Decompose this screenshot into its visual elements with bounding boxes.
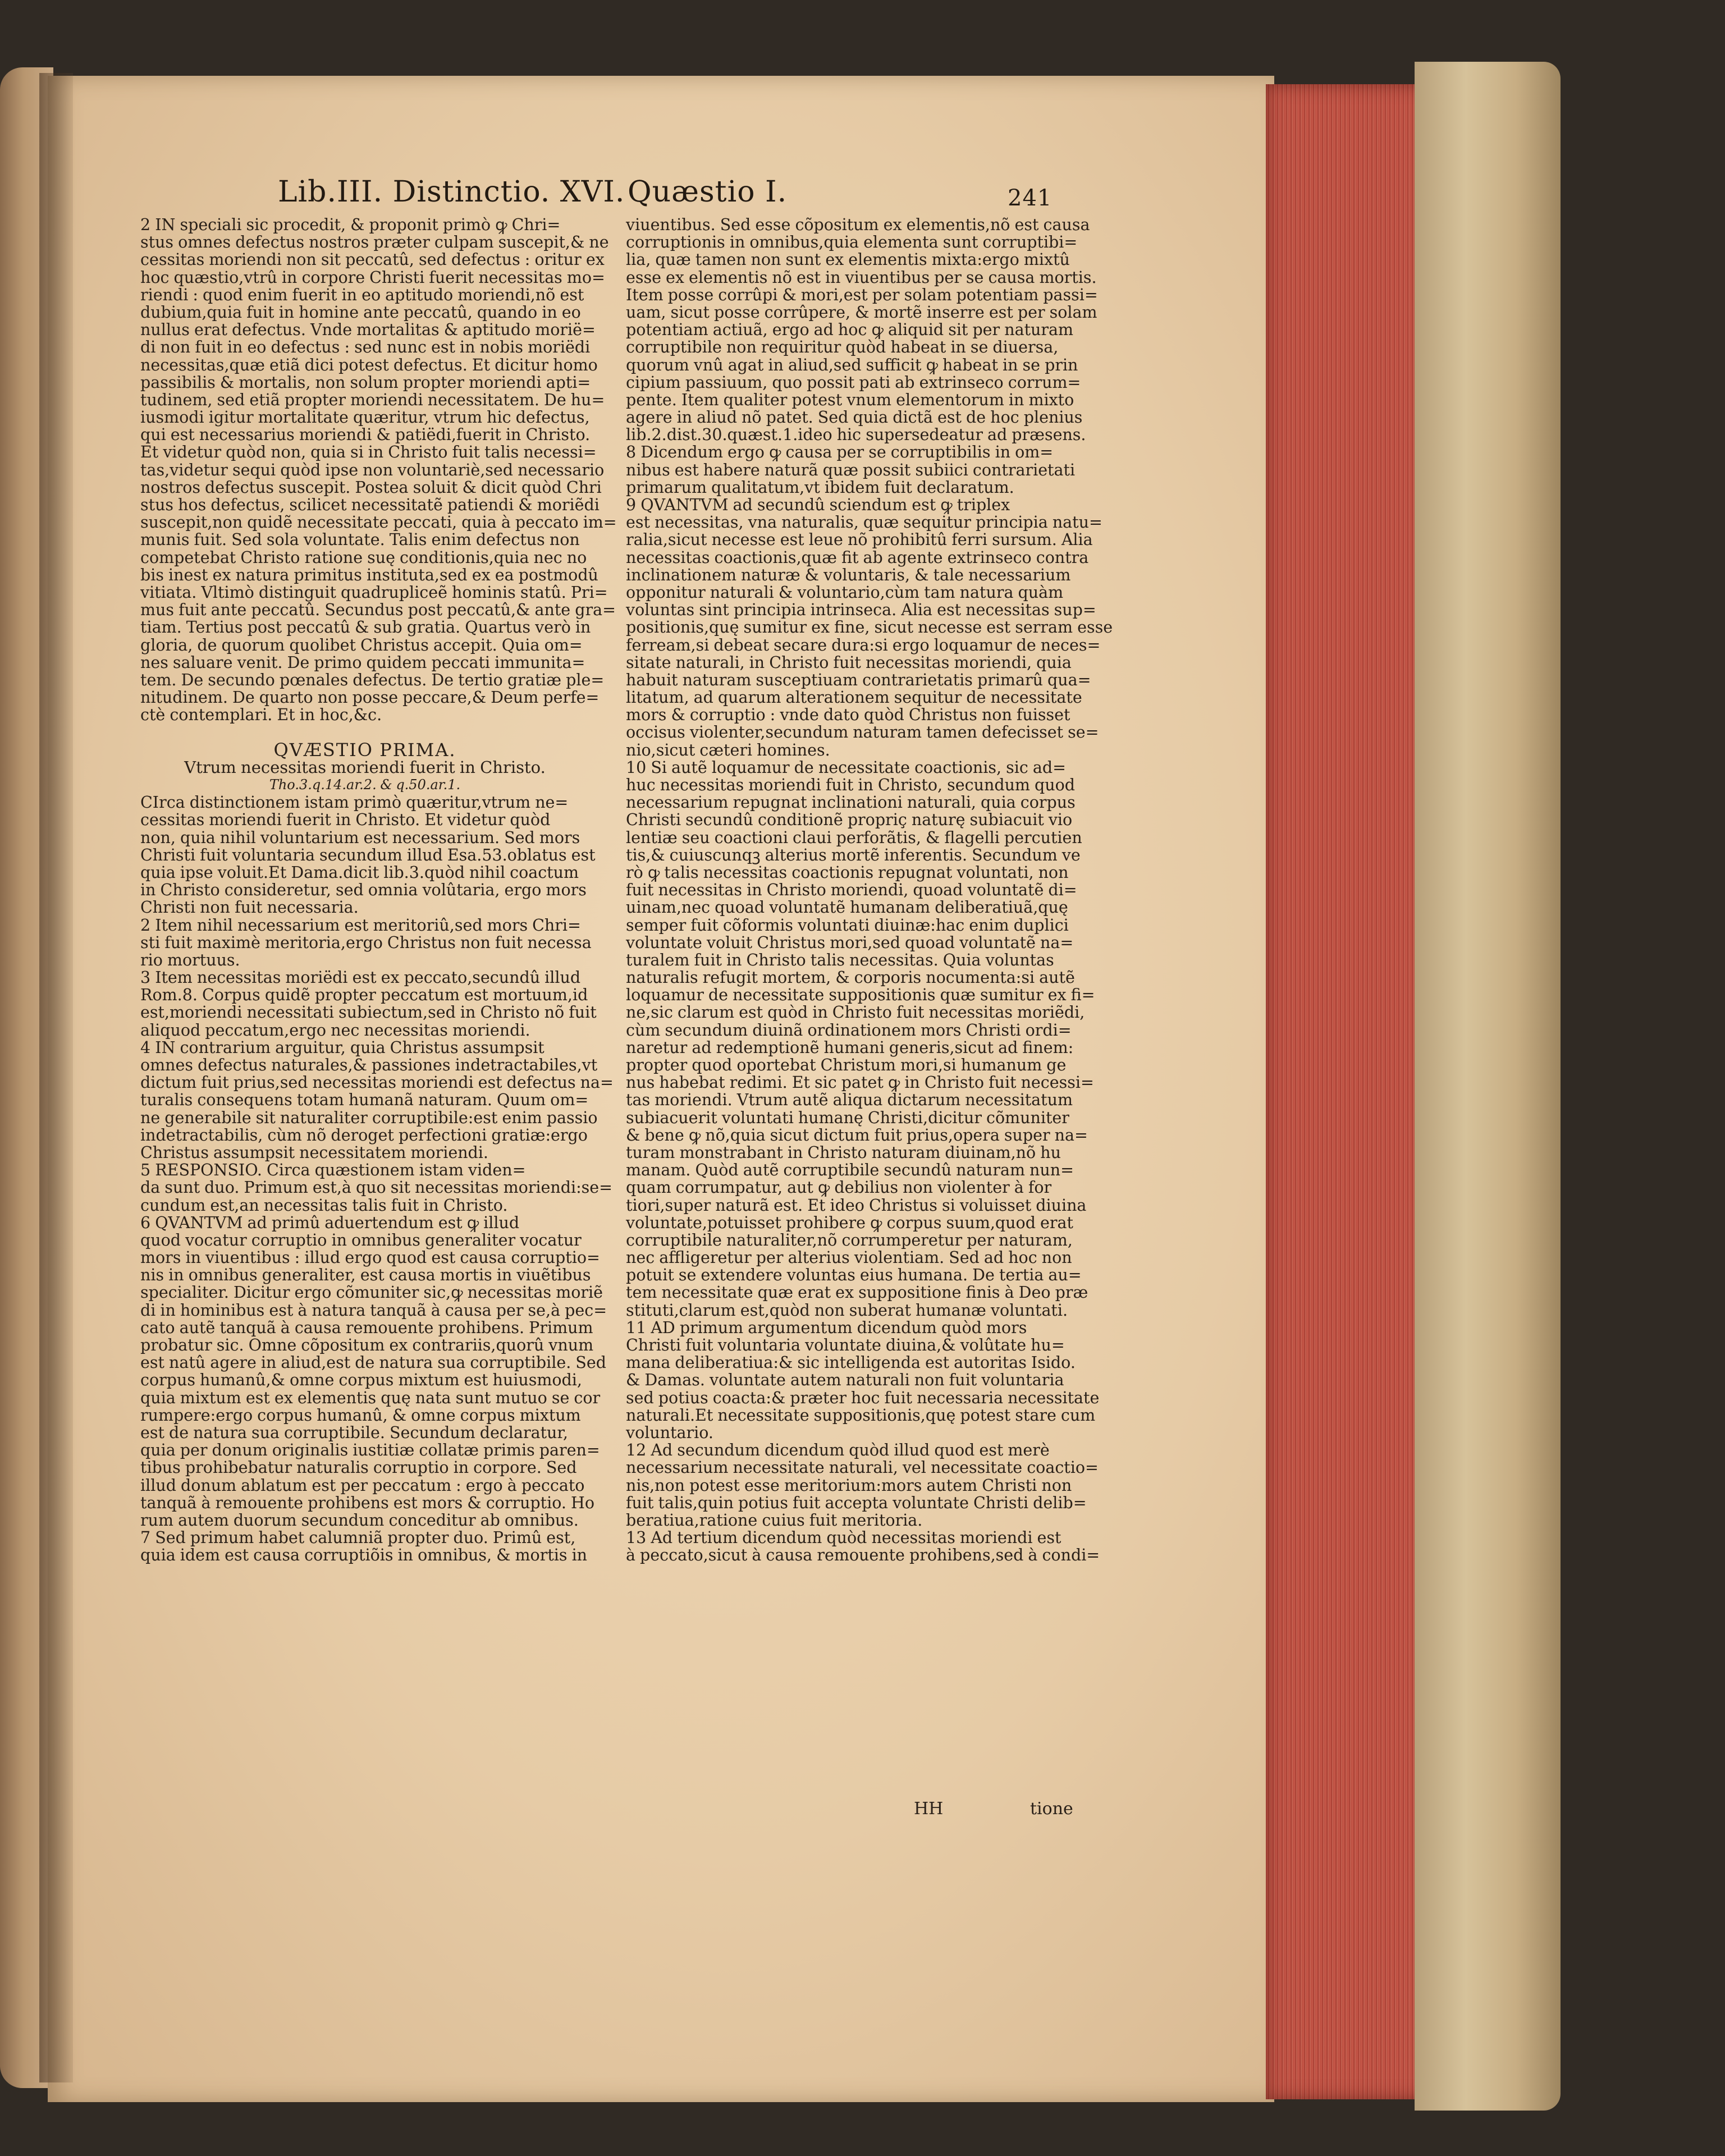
text-line: naretur ad redemptionẽ humani generis,sicut ad finem: <box>626 1038 1074 1057</box>
text-line: quia ipse voluit.Et Dama.dicit lib.3.quòd nihil coactum <box>140 863 579 882</box>
text-line: est necessitas, vna naturalis, quæ sequitur principia natu= <box>626 513 1102 532</box>
text-line: 6 QVANTVM ad primû aduertendum est ꝙ illud <box>140 1213 520 1232</box>
text-line: 8 Dicendum ergo ꝙ causa per se corruptibilis in om= <box>626 443 1054 462</box>
text-line: est natû agere in aliud,est de natura sua corruptibile. Sed <box>140 1353 606 1372</box>
text-line: dubium,quia fuit in homine ante peccatû, quando in eo <box>140 303 581 322</box>
text-line <box>140 724 589 741</box>
text-line: 2 Item nihil necessarium est meritoriû,sed mors Chri= <box>140 916 581 935</box>
text-line: quorum vnû agat in aliud,sed sufficit ꝙ habeat in se prin <box>626 355 1078 374</box>
text-line: corpus humanû,& omne corpus mixtum est huiusmodi, <box>140 1371 582 1390</box>
text-line: occisus violenter,secundum naturam tamen defecisset se= <box>626 723 1099 742</box>
text-line: da sunt duo. Primum est,à quo sit necessitas moriendi:se= <box>140 1178 613 1197</box>
text-line: 11 AD primum argumentum dicendum quòd mors <box>626 1318 1027 1337</box>
text-line: naturali.Et necessitate suppositionis,quę potest stare cum <box>626 1406 1096 1425</box>
text-line: turalis consequens totam humanã naturam. Quum om= <box>140 1091 589 1110</box>
text-line: nus habebat redimi. Et sic patet ꝙ in Christo fuit necessi= <box>626 1073 1094 1092</box>
text-line: pente. Item qualiter potest vnum elementorum in mixto <box>626 390 1074 409</box>
text-line: litatum, ad quarum alterationem sequitur de necessitate <box>626 688 1082 707</box>
text-line: vitiata. Vltimò distinguit quadrupliceẽ hominis statû. Pri= <box>140 583 608 602</box>
text-line: habuit naturam susceptiuam contrarietatis primarû qua= <box>626 670 1091 689</box>
text-line: mus fuit ante peccatû. Secundus post peccatû,& ante gra= <box>140 601 616 620</box>
question-subtitle: Vtrum necessitas moriendi fuerit in Christo. <box>184 757 546 777</box>
signature-mark: HH <box>914 1799 944 1819</box>
text-line: rumpere:ergo corpus humanû, & omne corpus mixtum <box>140 1406 581 1425</box>
text-line: Christi fuit voluntaria voluntate diuina,& volûtate hu= <box>626 1336 1065 1354</box>
text-line: Christi fuit voluntaria secundum illud Esa.53.oblatus est <box>140 845 596 864</box>
text-line: non, quia nihil voluntarium est necessarium. Sed mors <box>140 828 580 847</box>
text-line: Christi secundû conditionẽ propriç naturę subiacuit vio <box>626 811 1073 830</box>
text-line: uam, sicut posse corrûpere, & mortẽ inserre est per solam <box>626 303 1097 322</box>
text-line: stituti,clarum est,quòd non suberat humanæ voluntati. <box>626 1301 1068 1320</box>
text-line: stus omnes defectus nostros præter culpam suscepit,& ne <box>140 233 609 252</box>
text-line: nibus est habere naturã quæ possit subiici contrarietati <box>626 460 1076 479</box>
text-line: fuit talis,quin potius fuit accepta voluntate Christi delib= <box>626 1493 1087 1512</box>
text-line: potentiam actiuã, ergo ad hoc ꝙ aliquid sit per naturam <box>626 321 1074 340</box>
text-line: sti fuit maximè meritoria,ergo Christus non fuit necessa <box>140 933 592 952</box>
text-line: 3 Item necessitas moriëdi est ex peccato,secundû illud <box>140 968 581 987</box>
text-line: 2 IN speciali sic procedit, & proponit primò ꝙ Chri= <box>140 216 561 234</box>
text-line: illud donum ablatum est per peccatum : ergo à peccato <box>140 1476 585 1495</box>
text-line: tudinem, sed etiã propter moriendi necessitatem. De hu= <box>140 390 605 409</box>
text-line: opponitur naturali & voluntario,cùm tam natura quàm <box>626 583 1064 602</box>
text-line: munis fuit. Sed sola voluntate. Talis enim defectus non <box>140 530 580 550</box>
text-line: mors & corruptio : vnde dato quòd Christus non fuisset <box>626 706 1070 725</box>
text-line: tas moriendi. Vtrum autẽ aliqua dictarum necessitatum <box>626 1091 1073 1110</box>
text-line: nis in omnibus generaliter, est causa mortis in viuẽtibus <box>140 1266 591 1285</box>
text-line: bis inest ex natura primitus instituta,sed ex ea postmodû <box>140 565 598 584</box>
text-line: mana deliberatiua:& sic intelligenda est autoritas Isido. <box>626 1353 1076 1372</box>
text-line: riendi : quod enim fuerit in eo aptitudo moriendi,nõ est <box>140 285 584 304</box>
text-line: corruptibile naturaliter,nõ corrumperetur per naturam, <box>626 1230 1073 1249</box>
text-line: ne,sic clarum est quòd in Christo fuit necessitas moriẽdi, <box>626 1003 1085 1022</box>
text-line: beratiua,ratione cuius fuit meritoria. <box>626 1510 923 1530</box>
text-line: indetractabilis, cùm nõ deroget perfectioni gratiæ:ergo <box>140 1125 588 1145</box>
text-line: 9 QVANTVM ad secundû sciendum est ꝙ triplex <box>626 496 1010 514</box>
text-line: esse ex elementis nõ est in viuentibus per se causa mortis. <box>626 268 1097 287</box>
text-line: nis,non potest esse meritorium:mors autem Christi non <box>626 1476 1072 1495</box>
text-line: tem. De secundo pœnales defectus. De tertio gratiæ ple= <box>140 670 605 689</box>
text-line: competebat Christo ratione suę conditionis,quia nec no <box>140 548 587 567</box>
text-line: tem necessitate quæ erat ex suppositione finis à Deo præ <box>626 1283 1088 1302</box>
question-reference: Tho.3.q.14.ar.2. & q.50.ar.1. <box>269 777 461 793</box>
text-line: tis,& cuiuscunqꝫ alterius mortẽ inferentis. Secundum ve <box>626 845 1081 864</box>
text-line: & Damas. voluntate autem naturali non fuit voluntaria <box>626 1371 1064 1390</box>
question-title: QVÆSTIO PRIMA. <box>273 739 456 761</box>
binding-gutter <box>39 73 73 2082</box>
text-line: rò ꝙ talis necessitas coactionis repugnat voluntati, non <box>626 863 1069 882</box>
text-line: Rom.8. Corpus quidẽ propter peccatum est mortuum,id <box>140 986 588 1005</box>
text-line: qui est necessarius moriendi & patiëdi,fuerit in Christo. <box>140 425 591 445</box>
text-line: suscepit,non quidẽ necessitate peccati, quia à peccato im= <box>140 513 617 532</box>
text-line: lib.2.dist.30.quæst.1.ideo hic supersedeatur ad præsens. <box>626 425 1086 445</box>
text-line: manam. Quòd autẽ corruptibile secundû naturam nun= <box>626 1161 1074 1180</box>
text-line: naturalis refugit mortem, & corporis nocumenta:si autẽ <box>626 968 1075 987</box>
text-line: necessarium necessitate naturali, vel necessitate coactio= <box>626 1458 1099 1477</box>
text-line: cipium passiuum, quo possit pati ab extrinseco corrum= <box>626 373 1081 392</box>
text-line: Christi non fuit necessaria. <box>140 898 359 917</box>
text-line: in Christo consideretur, sed omnia volûtaria, ergo mors <box>140 881 587 900</box>
text-line: positionis,quę sumitur ex fine, sicut necesse est serram esse <box>626 618 1113 637</box>
text-line: potuit se extendere voluntas eius humana. De tertia au= <box>626 1266 1082 1285</box>
text-line: lentiæ seu coactioni claui perforãtis, & flagelli percutien <box>626 828 1082 847</box>
text-line: uinam,nec quoad voluntatẽ humanam deliberatiuã,quę <box>626 898 1068 917</box>
running-head-left: Lib.III. Distinctio. XVI. <box>278 175 625 209</box>
text-line: dictum fuit prius,sed necessitas moriendi est defectus na= <box>140 1073 614 1092</box>
text-line: voluntario. <box>626 1423 713 1442</box>
text-line: hoc quæstio,vtrû in corpore Christi fuerit necessitas mo= <box>140 268 605 287</box>
right-text-column <box>626 216 1113 1565</box>
text-line: tanquã à remouente prohibens est mors & corruptio. Ho <box>140 1493 595 1512</box>
text-line: voluntate voluit Christus mori,sed quoad voluntatẽ na= <box>626 933 1074 952</box>
text-line: Item posse corrûpi & mori,est per solam potentiam passi= <box>626 285 1098 304</box>
text-line: fuit necessitas in Christo moriendi, quoad voluntatẽ di= <box>626 881 1077 900</box>
text-line: nostros defectus suscepit. Postea soluit & dicit quòd Chri <box>140 478 602 497</box>
text-line: primarum qualitatum,vt ibidem fuit declaratum. <box>626 478 1014 497</box>
text-line: specialiter. Dicitur ergo cõmuniter sic,ꝙ necessitas moriẽ <box>140 1283 603 1302</box>
text-line: est de natura sua corruptibile. Secundum declaratur, <box>140 1423 568 1442</box>
catchword: tione <box>1030 1799 1073 1819</box>
text-line: turalem fuit in Christo talis necessitas. Quia voluntas <box>626 950 1054 969</box>
text-line: corruptionis in omnibus,quia elementa sunt corruptibi= <box>626 233 1078 252</box>
text-line: nec affligeretur per alterius violentiam. Sed ad hoc non <box>626 1248 1072 1267</box>
text-line: nullus erat defectus. Vnde mortalitas & aptitudo morië= <box>140 321 596 340</box>
running-head-center: Quæstio I. <box>628 175 788 209</box>
text-line: iusmodi igitur mortalitate quæritur, vtrum hic defectus, <box>140 408 590 427</box>
text-line: huc necessitas moriendi fuit in Christo, secundum quod <box>626 776 1076 794</box>
text-line: quia per donum originalis iustitiæ collatæ primis paren= <box>140 1441 600 1460</box>
text-line: 4 IN contrarium arguitur, quia Christus assumpsit <box>140 1038 545 1057</box>
left-text-column <box>140 216 617 1565</box>
parchment-cover <box>1415 62 1561 2111</box>
text-line: nes saluare venit. De primo quidem peccati immunita= <box>140 653 585 672</box>
text-line: viuentibus. Sed esse cõpositum ex elementis,nõ est causa <box>626 216 1090 234</box>
text-line: voluntate,potuisset prohibere ꝙ corpus suum,quod erat <box>626 1213 1073 1232</box>
text-line: di non fuit in eo defectus : sed nunc est in nobis moriëdi <box>140 338 591 357</box>
text-line: tiori,super naturã est. Et ideo Christus si voluisset diuina <box>626 1196 1087 1215</box>
text-line: corruptibile non requiritur quòd habeat in se diuersa, <box>626 338 1059 357</box>
text-line: est,moriendi necessitati subiectum,sed in Christo nõ fuit <box>140 1003 597 1022</box>
folio-number: 241 <box>1008 185 1053 211</box>
text-line: cùm secundum diuinã ordinationem mors Christi ordi= <box>626 1020 1072 1040</box>
text-line: mors in viuentibus : illud ergo quod est causa corruptio= <box>140 1248 600 1267</box>
text-line: sitate naturali, in Christo fuit necessitas moriendi, quia <box>626 653 1072 672</box>
text-line: quia idem est causa corruptiõis in omnibus, & mortis in <box>140 1546 588 1565</box>
text-line: passibilis & mortalis, non solum propter moriendi apti= <box>140 373 591 392</box>
text-line: lia, quæ tamen non sunt ex elementis mixta:ergo mixtû <box>626 250 1070 269</box>
text-line: Et videtur quòd non, quia si in Christo fuit talis necessi= <box>140 443 597 462</box>
text-line: ferream,si debeat secare dura:si ergo loquamur de neces= <box>626 635 1101 654</box>
text-line: quod vocatur corruptio in omnibus generaliter vocatur <box>140 1230 582 1249</box>
text-line: 5 RESPONSIO. Circa quæstionem istam viden= <box>140 1161 526 1180</box>
text-line: CIrca distinctionem istam primò quæritur,vtrum ne= <box>140 793 569 812</box>
text-line: semper fuit cõformis voluntati diuinæ:hac enim duplici <box>626 916 1069 935</box>
text-line: 13 Ad tertium dicendum quòd necessitas moriendi est <box>626 1528 1061 1548</box>
text-line: necessitas,quæ etiã dici potest defectus. Et dicitur homo <box>140 355 598 374</box>
text-line: ralia,sicut necesse est leue nõ prohibitû ferri sursum. Alia <box>626 530 1093 550</box>
text-line: propter quod oportebat Christum mori,si humanum ge <box>626 1056 1067 1074</box>
red-page-edges <box>1266 84 1434 2099</box>
text-line: stus hos defectus, scilicet necessitatẽ patiendi & moriẽdi <box>140 496 600 514</box>
text-line: tiam. Tertius post peccatû & sub gratia. Quartus verò in <box>140 618 591 637</box>
text-line: aliquod peccatum,ergo nec necessitas moriendi. <box>140 1020 530 1040</box>
text-line: à peccato,sicut à causa remouente prohibens,sed à condi= <box>626 1546 1100 1565</box>
text-line: omnes defectus naturales,& passiones indetractabiles,vt <box>140 1056 598 1074</box>
text-line: cessitas moriendi fuerit in Christo. Et videtur quòd <box>140 811 551 830</box>
text-line: rum autem duorum secundum conceditur ab omnibus. <box>140 1510 579 1530</box>
text-line: agere in aliud nõ patet. Sed quia dictã est de hoc plenius <box>626 408 1083 427</box>
text-line: cundum est,an necessitas talis fuit in Christo. <box>140 1196 508 1215</box>
text-line: tibus prohibebatur naturalis corruptio in corpore. Sed <box>140 1458 577 1477</box>
text-line: ne generabile sit naturaliter corruptibile:est enim passio <box>140 1108 598 1127</box>
text-line: quam corrumpatur, aut ꝙ debilius non violenter à for <box>626 1178 1052 1197</box>
text-line: nitudinem. De quarto non posse peccare,& Deum perfe= <box>140 688 600 707</box>
text-line: 10 Si autẽ loquamur de necessitate coactionis, sic ad= <box>626 758 1066 777</box>
text-line: sed potius coacta:& præter hoc fuit necessaria necessitate <box>626 1388 1100 1407</box>
text-line: cato autẽ tanquã à causa remouente prohibens. Primum <box>140 1318 593 1337</box>
text-line: rio mortuus. <box>140 950 240 969</box>
text-line: Christus assumpsit necessitatem moriendi. <box>140 1143 488 1162</box>
text-line: turam monstrabant in Christo naturam diuinam,nõ hu <box>626 1143 1061 1162</box>
text-line: necessitas coactionis,quæ fit ab agente extrinseco contra <box>626 548 1089 567</box>
text-line: gloria, de quorum quolibet Christus accepit. Quia om= <box>140 635 583 654</box>
text-line: cessitas moriendi non sit peccatû, sed defectus : oritur ex <box>140 250 605 269</box>
text-line: probatur sic. Omne cõpositum ex contrariis,quorû vnum <box>140 1336 594 1354</box>
text-line: voluntas sint principia intrinseca. Alia est necessitas sup= <box>626 601 1096 620</box>
text-line: quia mixtum est ex elementis quę nata sunt mutuo se cor <box>140 1388 601 1407</box>
text-line: loquamur de necessitate suppositionis quæ sumitur ex fi= <box>626 986 1095 1005</box>
text-line: & bene ꝙ nõ,quia sicut dictum fuit prius,opera super na= <box>626 1125 1088 1145</box>
text-line: 7 Sed primum habet calumniã propter duo. Primû est, <box>140 1528 576 1548</box>
text-line: 12 Ad secundum dicendum quòd illud quod est merè <box>626 1441 1050 1460</box>
text-line: nio,sicut cæteri homines. <box>626 740 830 759</box>
text-line: di in hominibus est à natura tanquã à causa per se,à pec= <box>140 1301 607 1320</box>
text-line: tas,videtur sequi quòd ipse non voluntariè,sed necessario <box>140 460 605 479</box>
text-line: inclinationem naturæ & voluntaris, & tale necessarium <box>626 565 1071 584</box>
text-line: necessarium repugnat inclinationi naturali, quia corpus <box>626 793 1076 812</box>
text-line: subiacuerit voluntati humanę Christi,dicitur cõmuniter <box>626 1108 1069 1127</box>
text-line: ctè contemplari. Et in hoc,&c. <box>140 706 382 725</box>
